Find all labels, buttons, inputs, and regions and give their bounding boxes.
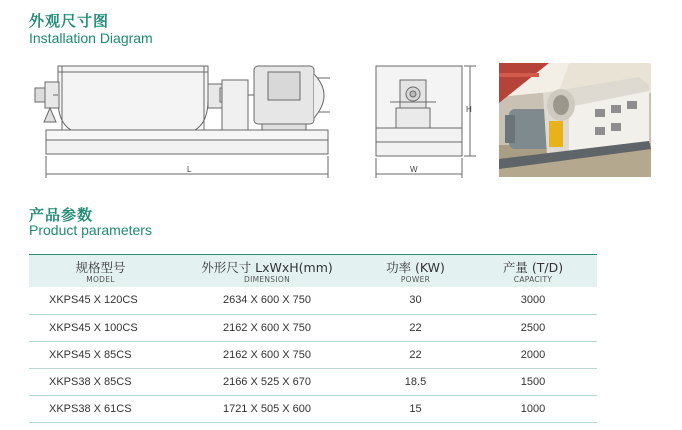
installation-title-en: Installation Diagram (29, 30, 153, 46)
cell-power: 18.5 (404, 375, 427, 388)
cell-power: 22 (409, 321, 422, 334)
cell-capacity: 1500 (520, 375, 546, 388)
column-header-cn: 外形尺寸 LxWxH(mm) (201, 259, 333, 275)
parameters-title-cn: 产品参数 (29, 206, 94, 224)
end-view-drawing (370, 58, 480, 180)
cell-model: XKPS45 X 85CS (49, 348, 132, 361)
column-header-en: DIMENSION (244, 274, 290, 284)
dim-label-height: H (466, 105, 472, 114)
cell-dimension: 2166 X 525 X 670 (222, 375, 312, 388)
table-row (29, 287, 597, 314)
cell-capacity: 2000 (520, 348, 546, 361)
cell-dimension: 2162 X 600 X 750 (222, 321, 312, 334)
cell-model: XKPS45 X 120CS (49, 294, 138, 307)
table-row (29, 341, 597, 368)
column-header-capacity (469, 255, 597, 287)
cell-model: XKPS38 X 85CS (49, 375, 132, 388)
dim-label-width: W (410, 165, 418, 174)
column-header-model (29, 255, 172, 287)
column-header-cn: 产量 (T/D) (502, 259, 564, 275)
dim-label-length: L (187, 165, 192, 174)
cell-dimension: 1721 X 505 X 600 (222, 402, 312, 415)
cell-model: XKPS45 X 100CS (49, 321, 138, 334)
cell-power: 15 (409, 402, 422, 415)
cell-capacity: 3000 (520, 294, 546, 307)
parameters-title-en: Product parameters (29, 222, 152, 238)
table-row (29, 395, 597, 422)
machine-photo (499, 63, 651, 177)
column-header-cn: 功率 (KW) (386, 259, 445, 275)
column-header-en: POWER (400, 274, 431, 284)
column-header-dimension (172, 255, 362, 287)
parameters-table (29, 255, 597, 423)
cell-dimension: 2634 X 600 X 750 (222, 294, 312, 307)
column-header-cn: 规格型号 (75, 259, 126, 275)
column-header-en: CAPACITY (513, 274, 553, 284)
cell-power: 30 (409, 294, 422, 307)
side-view-drawing (30, 58, 335, 180)
column-header-power (362, 255, 469, 287)
cell-power: 22 (409, 348, 422, 361)
cell-model: XKPS38 X 61CS (49, 402, 132, 415)
cell-capacity: 2500 (520, 321, 546, 334)
table-row (29, 314, 597, 341)
table-row (29, 368, 597, 395)
cell-dimension: 2162 X 600 X 750 (222, 348, 312, 361)
cell-capacity: 1000 (520, 402, 546, 415)
column-header-en: MODEL (86, 274, 115, 284)
installation-title-cn: 外观尺寸图 (29, 12, 110, 30)
table-header-row (29, 255, 597, 287)
